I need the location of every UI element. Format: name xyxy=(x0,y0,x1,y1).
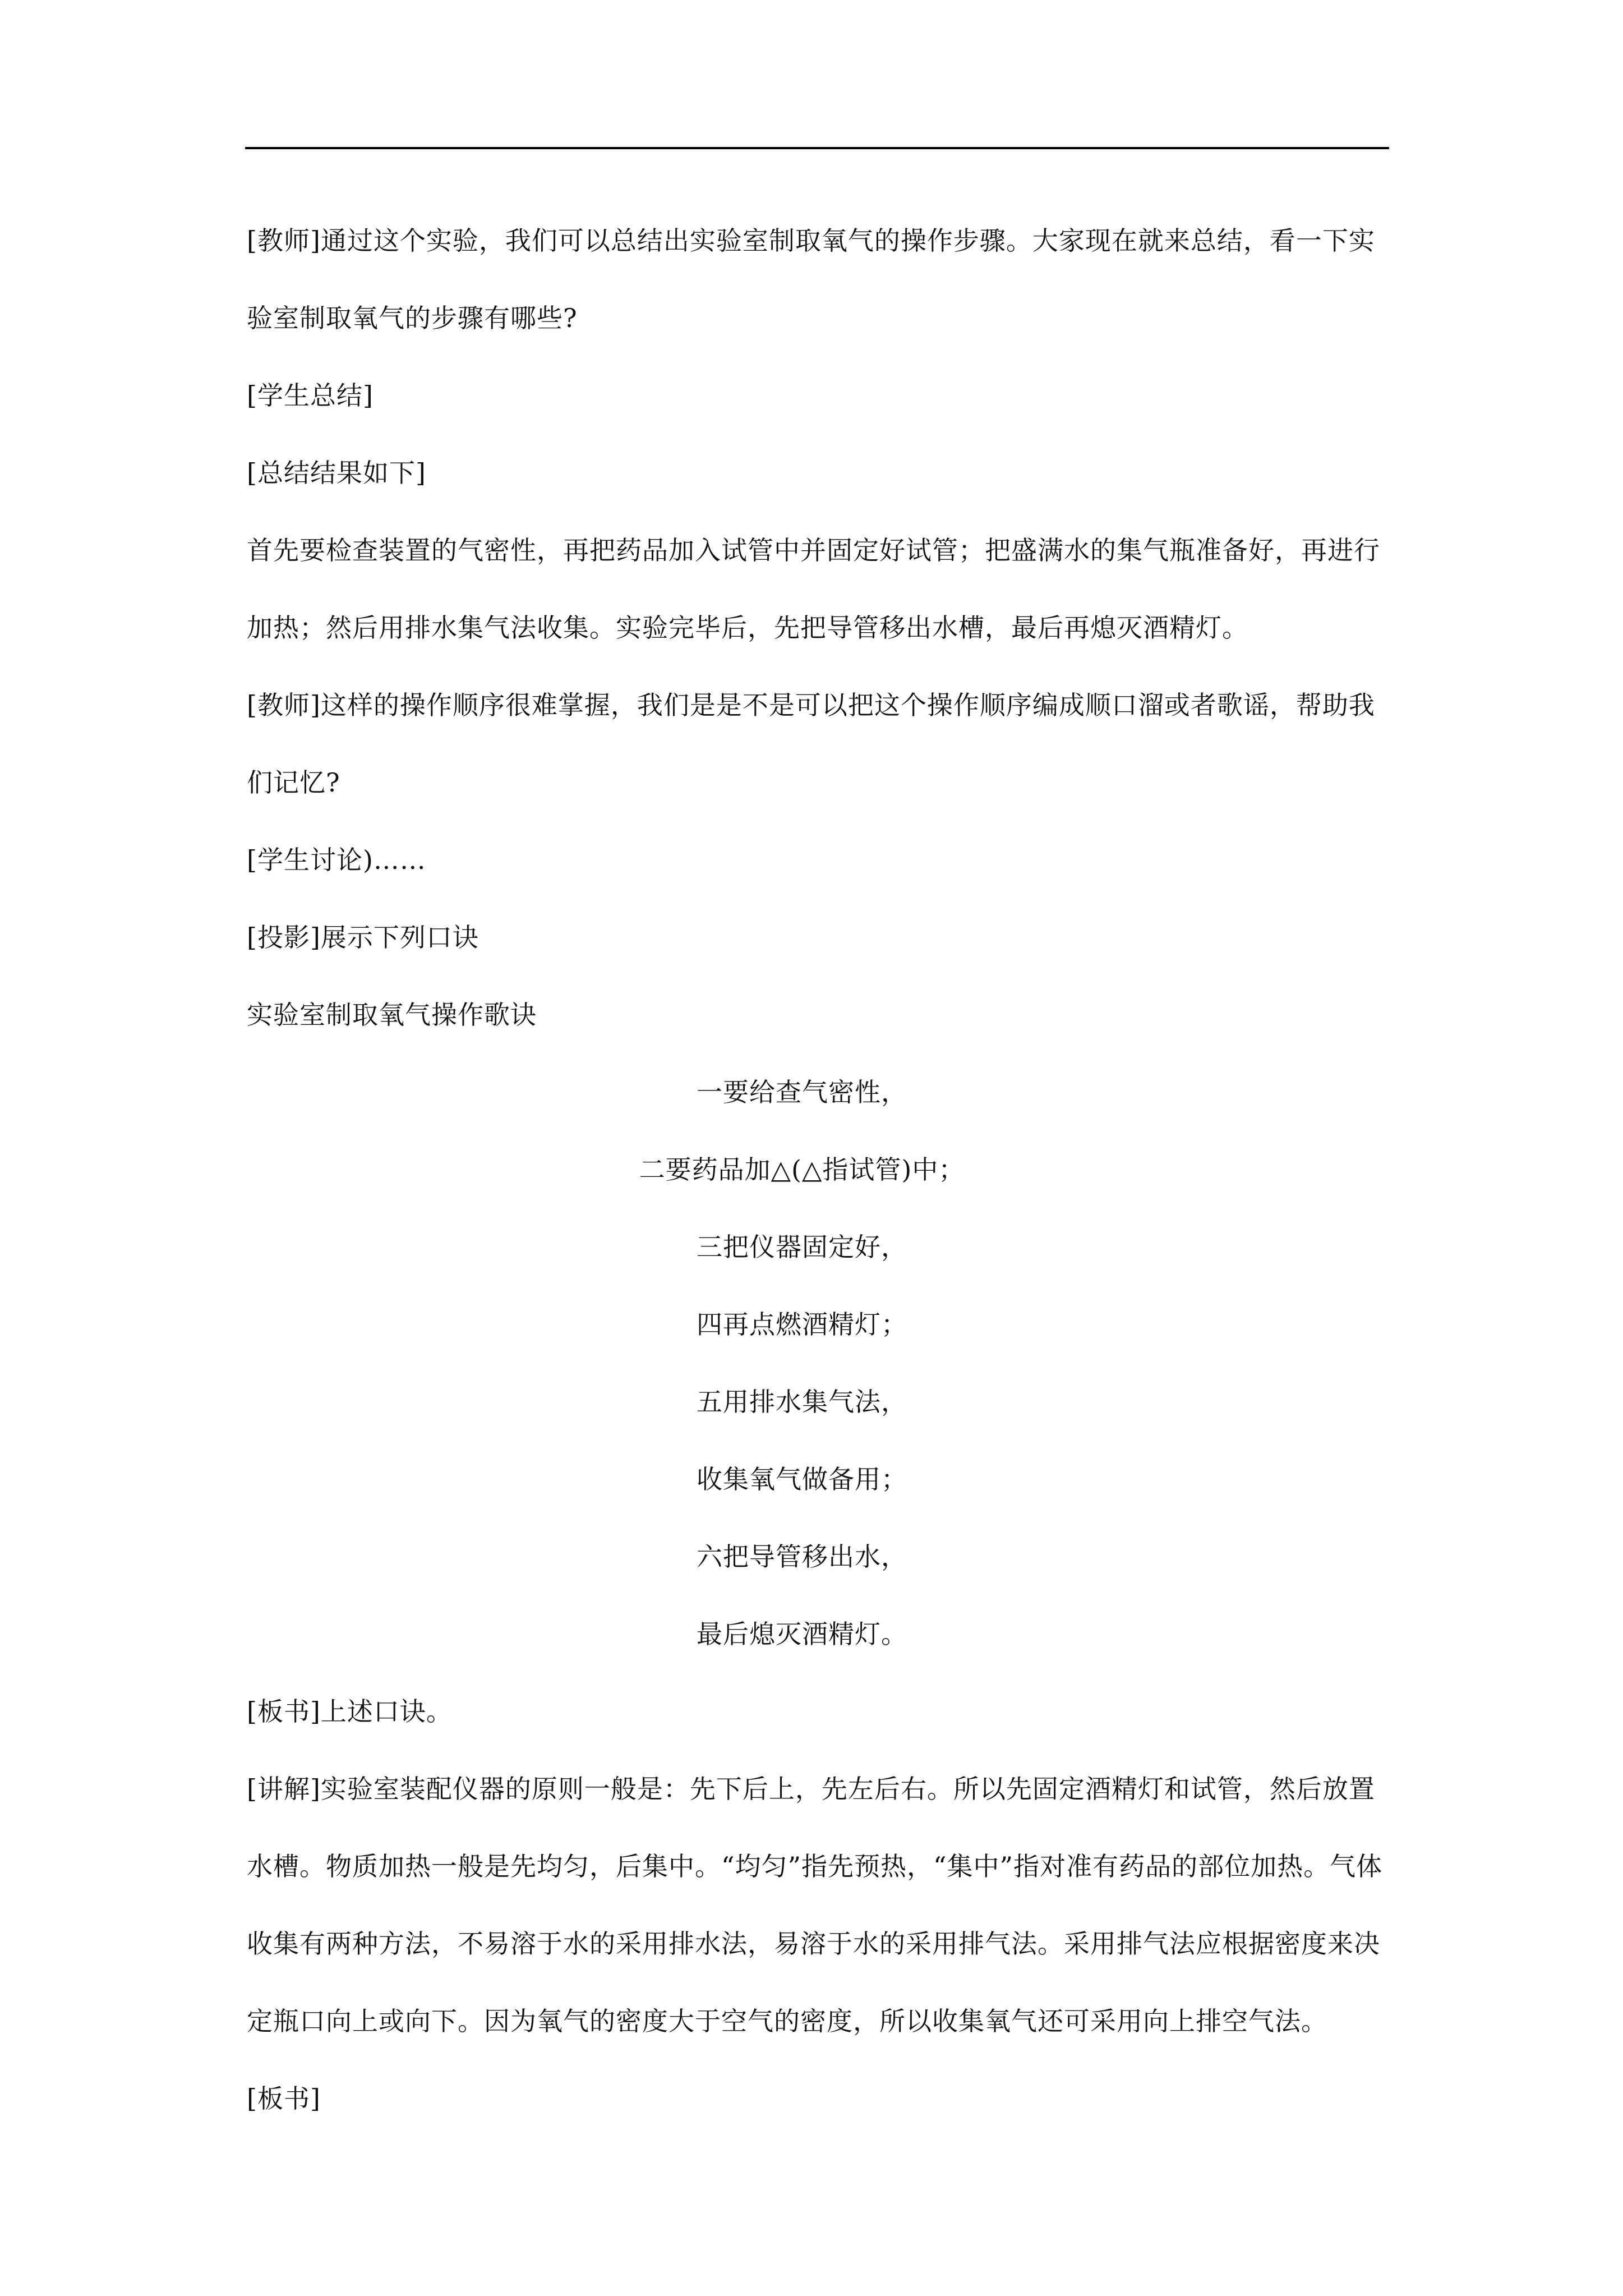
poem-title: 实验室制取氧气操作歌诀 xyxy=(247,1000,537,1030)
document-body xyxy=(247,202,1391,2137)
paragraph-summary-result: [总结结果如下] xyxy=(247,458,426,488)
paragraph-student-summary: [学生总结] xyxy=(247,380,374,411)
poem-line: 六把导管移出水， xyxy=(697,1542,907,1572)
poem-line: 最后熄灭酒精灯。 xyxy=(697,1619,907,1649)
paragraph-board-note: [板书]上述口诀。 xyxy=(247,1696,453,1727)
paragraph-explanation: [讲解]实验室装配仪器的原则一般是：先下后上，先左后右。所以先固定酒精灯和试管，然后放置水槽。物质加热一般是先均匀，后集中。“均匀”指先预热，“集中”指对准有药品的部位加热。气体收集有两种方法，不易溶于水的采用排水法，易溶于水的采用排气法。采用排气法应根据密度来决定瓶口向上或向下。因为氧气的密度大于空气的密度，所以收集氧气还可采用向上排空气法。 xyxy=(247,1774,1383,2036)
poem-line: 五用排水集气法， xyxy=(697,1387,907,1417)
paragraph-teacher-intro: [教师]通过这个实验，我们可以总结出实验室制取氧气的操作步骤。大家现在就来总结，看一下实验室制取氧气的步骤有哪些? xyxy=(247,226,1375,333)
header-rule xyxy=(245,147,1389,149)
poem-line: 四再点燃酒精灯； xyxy=(697,1309,907,1340)
poem-line: 收集氧气做备用； xyxy=(697,1464,907,1494)
paragraph-board-final: [板书] xyxy=(247,2083,321,2114)
poem-line: 三把仪器固定好， xyxy=(697,1232,907,1262)
paragraph-teacher-question: [教师]这样的操作顺序很难掌握，我们是是不是可以把这个操作顺序编成顺口溜或者歌谣，帮助我们记忆? xyxy=(247,690,1375,798)
paragraph-student-discussion: [学生讨论)…… xyxy=(247,845,426,875)
paragraph-procedure: 首先要检查装置的气密性，再把药品加入试管中并固定好试管；把盛满水的集气瓶准备好，再进行加热；然后用排水集气法收集。实验完毕后，先把导管移出水槽，最后再熄灭酒精灯。 xyxy=(247,535,1380,643)
poem xyxy=(247,1053,1391,1673)
poem-line: 二要药品加△(△指试管)中； xyxy=(639,1154,965,1185)
poem-line: 一要给查气密性， xyxy=(697,1077,907,1107)
paragraph-projection: [投影]展示下列口诀 xyxy=(247,922,479,953)
